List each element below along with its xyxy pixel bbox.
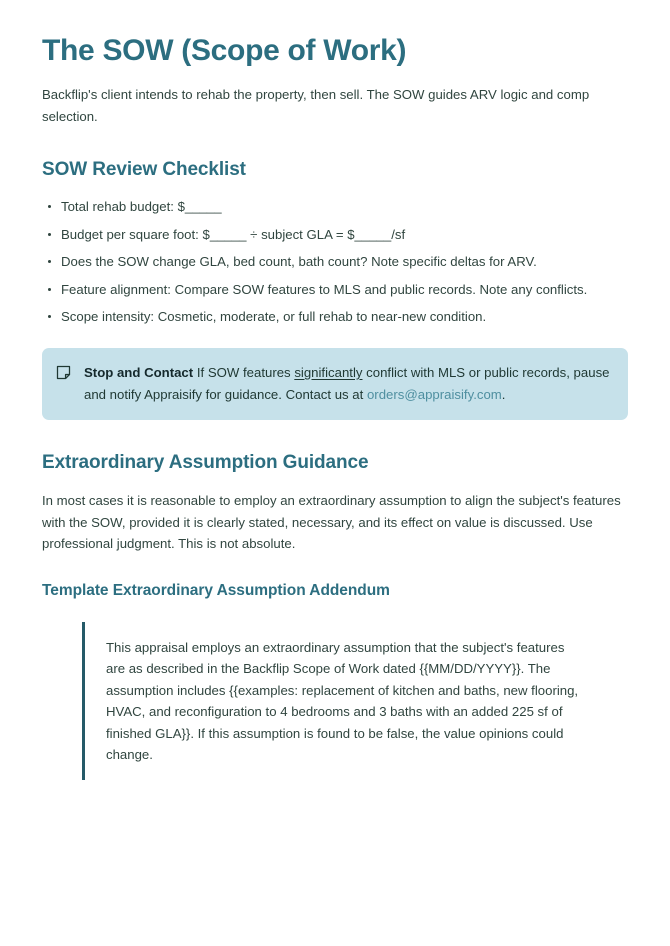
list-item: Scope intensity: Cosmetic, moderate, or full rehab to near-new condition. bbox=[42, 307, 628, 326]
list-item: Budget per square foot: $_____ ÷ subject GLA = $_____/sf bbox=[42, 225, 628, 244]
callout-text-end: . bbox=[501, 386, 506, 402]
callout-label: Stop and Contact bbox=[84, 365, 194, 380]
contact-email-link[interactable]: orders@appraisify.com bbox=[366, 386, 502, 402]
section-heading-template-extraordinary-assumption-addendum: Template Extraordinary Assumption Addendum bbox=[42, 581, 390, 599]
list-item: Does the SOW change GLA, bed count, bath count? Note specific deltas for ARV. bbox=[42, 252, 628, 271]
section-heading-extraordinary-assumption-guidance: Extraordinary Assumption Guidance bbox=[42, 452, 369, 473]
callout-emphasis: significantly bbox=[294, 365, 363, 380]
addendum-quote-text: This appraisal employs an extraordinary assumption that the subject's features are as described in the Backflip Scope of Work dated {{MM/DD/YYYY}}. The assumption includes {{examples: replacement of kitchen and baths, new flooring, HVAC, and reconfiguration to 4 bedrooms and 3 baths with an added 225 sf of finished GLA}}. If this assumption is found to be false, the value opinions could change. bbox=[106, 639, 579, 762]
sticky-note-icon bbox=[56, 365, 71, 380]
list-item: Total rehab budget: $_____ bbox=[42, 197, 628, 216]
intro-paragraph: Backflip's client intends to rehab the property, then sell. The SOW guides ARV logic and comp selection. bbox=[42, 87, 590, 124]
callout-text-after: conflict with MLS or public records, pause and notify Appraisify for guidance. Contact us at bbox=[84, 365, 610, 402]
section-heading-sow-review-checklist: SOW Review Checklist bbox=[42, 159, 246, 180]
sow-review-checklist bbox=[42, 183, 628, 326]
page-title: The SOW (Scope of Work) bbox=[42, 34, 407, 67]
stop-and-contact-callout bbox=[42, 348, 628, 420]
list-item: Feature alignment: Compare SOW features to MLS and public records. Note any conflicts. bbox=[42, 280, 628, 299]
guidance-paragraph: In most cases it is reasonable to employ an extraordinary assumption to align the subject's features with the SOW, provided it is clearly stated, necessary, and its effect on value is discussed. Use professional judgment. This is not absolute. bbox=[42, 493, 621, 551]
callout-text bbox=[84, 362, 611, 405]
callout-text-before: If SOW features bbox=[193, 365, 295, 380]
addendum-blockquote bbox=[82, 622, 588, 780]
